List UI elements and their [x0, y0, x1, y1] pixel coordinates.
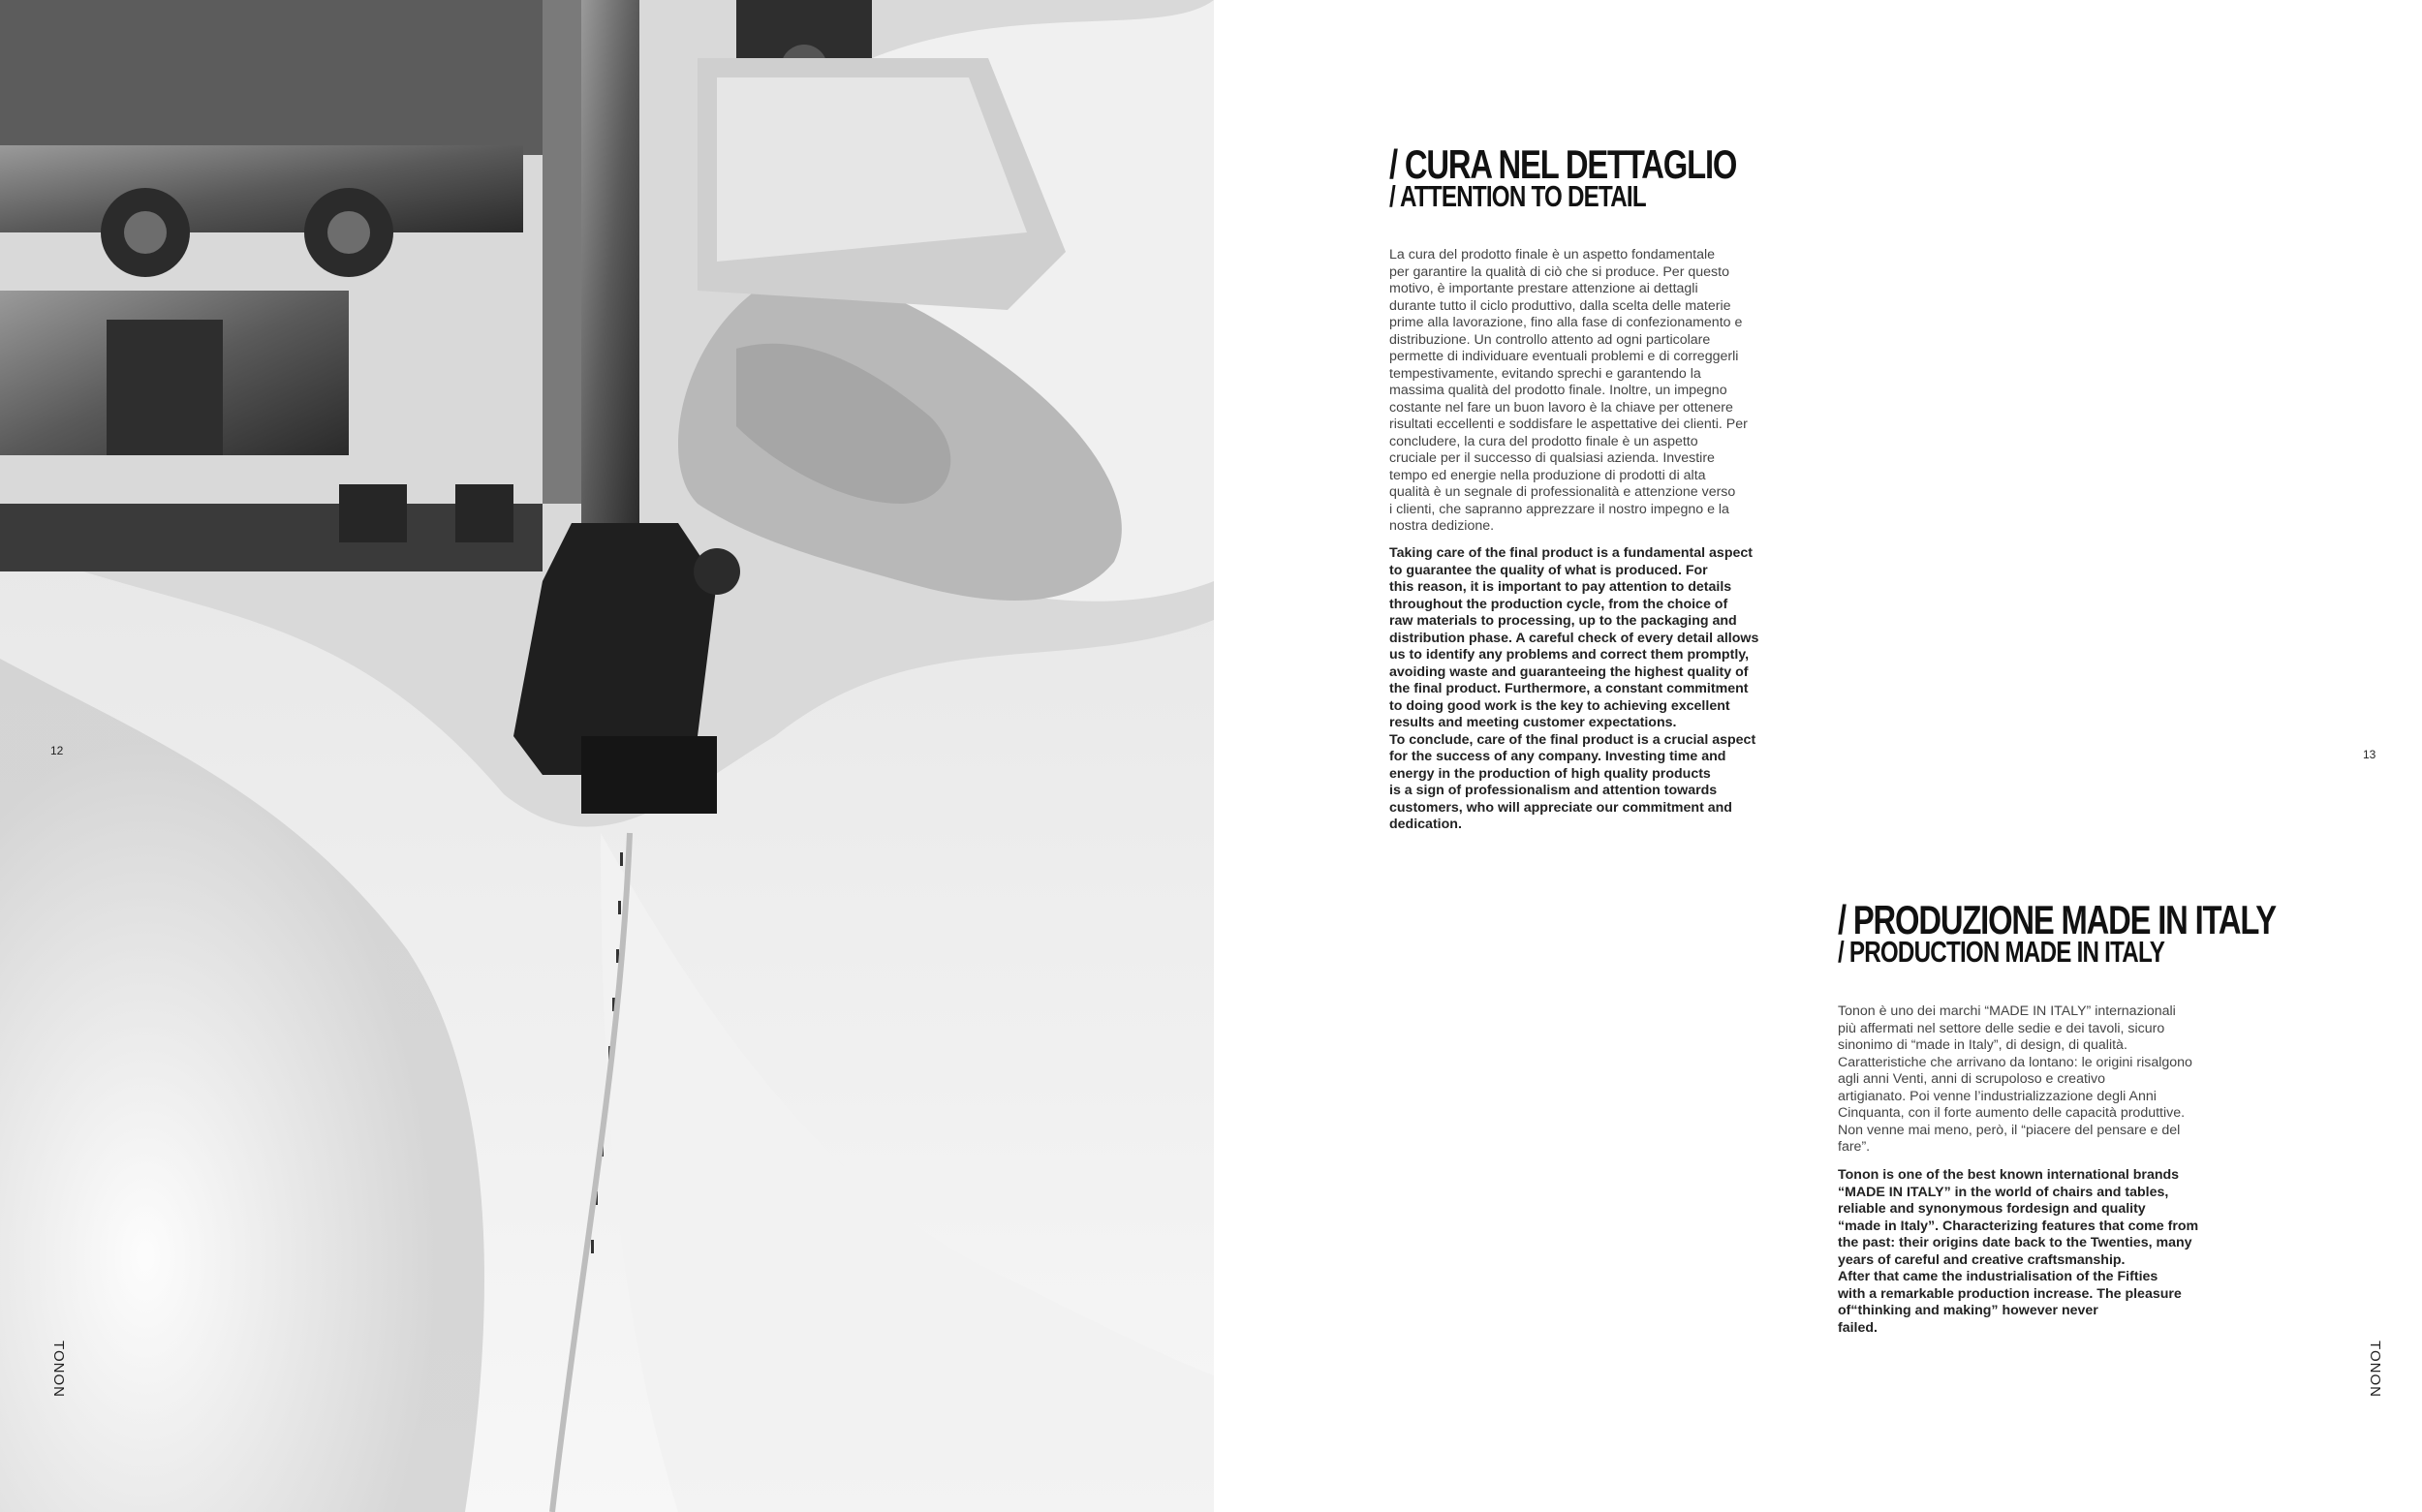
brand-vertical-left: TONON [49, 1341, 67, 1398]
text-line: years of careful and creative craftsmanship. [1838, 1251, 2126, 1268]
text-line: with a remarkable production increase. The pleasure [1838, 1285, 2182, 1302]
text-line: for the success of any company. Investing time and [1389, 749, 1726, 764]
text-line: Taking care of the final product is a fundamental aspect [1389, 545, 1753, 561]
text-line: distribuzione. Un controllo attento ad ogni particolare [1389, 331, 1711, 348]
text-line: tempo ed energie nella produzione di prodotti di alta [1389, 467, 1706, 483]
text-line: prime alla lavorazione, fino alla fase di confezionamento e [1389, 315, 1743, 330]
text-line: to doing good work is the key to achieving excellent [1389, 697, 1730, 714]
text-line: durante tutto il ciclo produttivo, dalla scelta delle materie [1389, 297, 1731, 314]
text-line: the final product. Furthermore, a constant commitment [1389, 681, 1749, 696]
text-line: i clienti, che sapranno apprezzare il nostro impegno e la [1389, 501, 1729, 517]
page-number-right: 13 [2363, 748, 2376, 761]
text-line: the past: their origins date back to the Twenties, many [1838, 1235, 2192, 1250]
text-line: raw materials to processing, up to the packaging and [1389, 613, 1737, 629]
text-line: più affermati nel settore delle sedie e dei tavoli, sicuro [1838, 1020, 2165, 1036]
section2-body-italian [1838, 1003, 2192, 1157]
text-line: sinonimo di “made in Italy”, di design, di qualità. [1838, 1037, 2127, 1053]
text-line: avoiding waste and guaranteeing the highest quality of [1389, 663, 1749, 680]
page-number-left: 12 [50, 744, 64, 757]
section1-title-italian: / CURA NEL DETTAGLIO [1389, 141, 1737, 187]
text-line: permette di individuare eventuali problemi e di correggerli [1389, 349, 1739, 364]
text-line: per garantire la qualità di ciò che si produce. Per questo [1389, 263, 1729, 280]
text-line: motivo, è importante prestare attenzione ai dettagli [1389, 281, 1698, 296]
text-line: Non venne mai meno, però, il “piacere del pensare e del [1838, 1122, 2181, 1138]
text-line: us to identify any problems and correct them promptly, [1389, 647, 1750, 663]
text-line: artigianato. Poi venne l’industrializzazione degli Anni [1838, 1088, 2157, 1104]
text-line: cruciale per il successo di qualsiasi azienda. Investire [1389, 450, 1715, 466]
text-line: dedication. [1389, 817, 1462, 832]
text-line: energy in the production of high quality products [1389, 765, 1711, 782]
section1-title-english: / ATTENTION TO DETAIL [1389, 179, 1646, 213]
text-line: “MADE IN ITALY” in the world of chairs and tables, [1838, 1184, 2169, 1200]
text-line: To conclude, care of the final product is a crucial aspect [1389, 731, 1756, 748]
text-line: distribution phase. A careful check of every detail allows [1389, 630, 1759, 646]
text-line: Tonon is one of the best known international brands [1838, 1167, 2180, 1183]
text-line: throughout the production cycle, from the choice of [1389, 596, 1728, 612]
section2-body-english [1838, 1167, 2198, 1337]
text-line: reliable and synonymous fordesign and quality [1838, 1201, 2146, 1217]
section2-title-italian: / PRODUZIONE MADE IN ITALY [1838, 897, 2276, 942]
section1-body-italian [1389, 247, 1748, 536]
text-line: this reason, it is important to pay attention to details [1389, 579, 1732, 595]
text-line: customers, who will appreciate our commitment and [1389, 799, 1732, 816]
text-line: results and meeting customer expectations. [1389, 715, 1677, 730]
text-line: to guarantee the quality of what is produced. For [1389, 562, 1708, 578]
text-line: After that came the industrialisation of the Fifties [1838, 1269, 2158, 1284]
text-line: agli anni Venti, anni di scrupoloso e creativo [1838, 1071, 2106, 1087]
text-line: massima qualità del prodotto finale. Inoltre, un impegno [1389, 383, 1727, 398]
section1-body-english [1389, 545, 1758, 834]
section2-title-english: / PRODUCTION MADE IN ITALY [1838, 935, 2165, 969]
text-line: “made in Italy”. Characterizing features that come from [1838, 1218, 2199, 1234]
text-line: qualità è un segnale di professionalità e attenzione verso [1389, 484, 1736, 500]
text-line: of“thinking and making” however never [1838, 1303, 2098, 1318]
text-line: risultati eccellenti e soddisfare le aspettative dei clienti. Per [1389, 417, 1748, 432]
text-line: fare”. [1838, 1139, 1871, 1155]
text-line: nostra dedizione. [1389, 518, 1495, 534]
text-line: Caratteristiche che arrivano da lontano: le origini risalgono [1838, 1054, 2192, 1070]
text-line: costante nel fare un buon lavoro è la chiave per ottenere [1389, 399, 1733, 416]
text-line: Cinquanta, con il forte aumento delle capacità produttive. [1838, 1105, 2186, 1121]
brand-vertical-right: TONON [2366, 1341, 2383, 1398]
text-line: is a sign of professionalism and attention towards [1389, 783, 1718, 798]
text-line: concludere, la cura del prodotto finale è un aspetto [1389, 433, 1698, 449]
text-line: tempestivamente, evitando sprechi e garantendo la [1389, 365, 1701, 382]
text-line: Tonon è uno dei marchi “MADE IN ITALY” internazionali [1838, 1003, 2176, 1019]
text-line: La cura del prodotto finale è un aspetto fondamentale [1389, 247, 1716, 262]
text-line: failed. [1838, 1319, 1878, 1336]
